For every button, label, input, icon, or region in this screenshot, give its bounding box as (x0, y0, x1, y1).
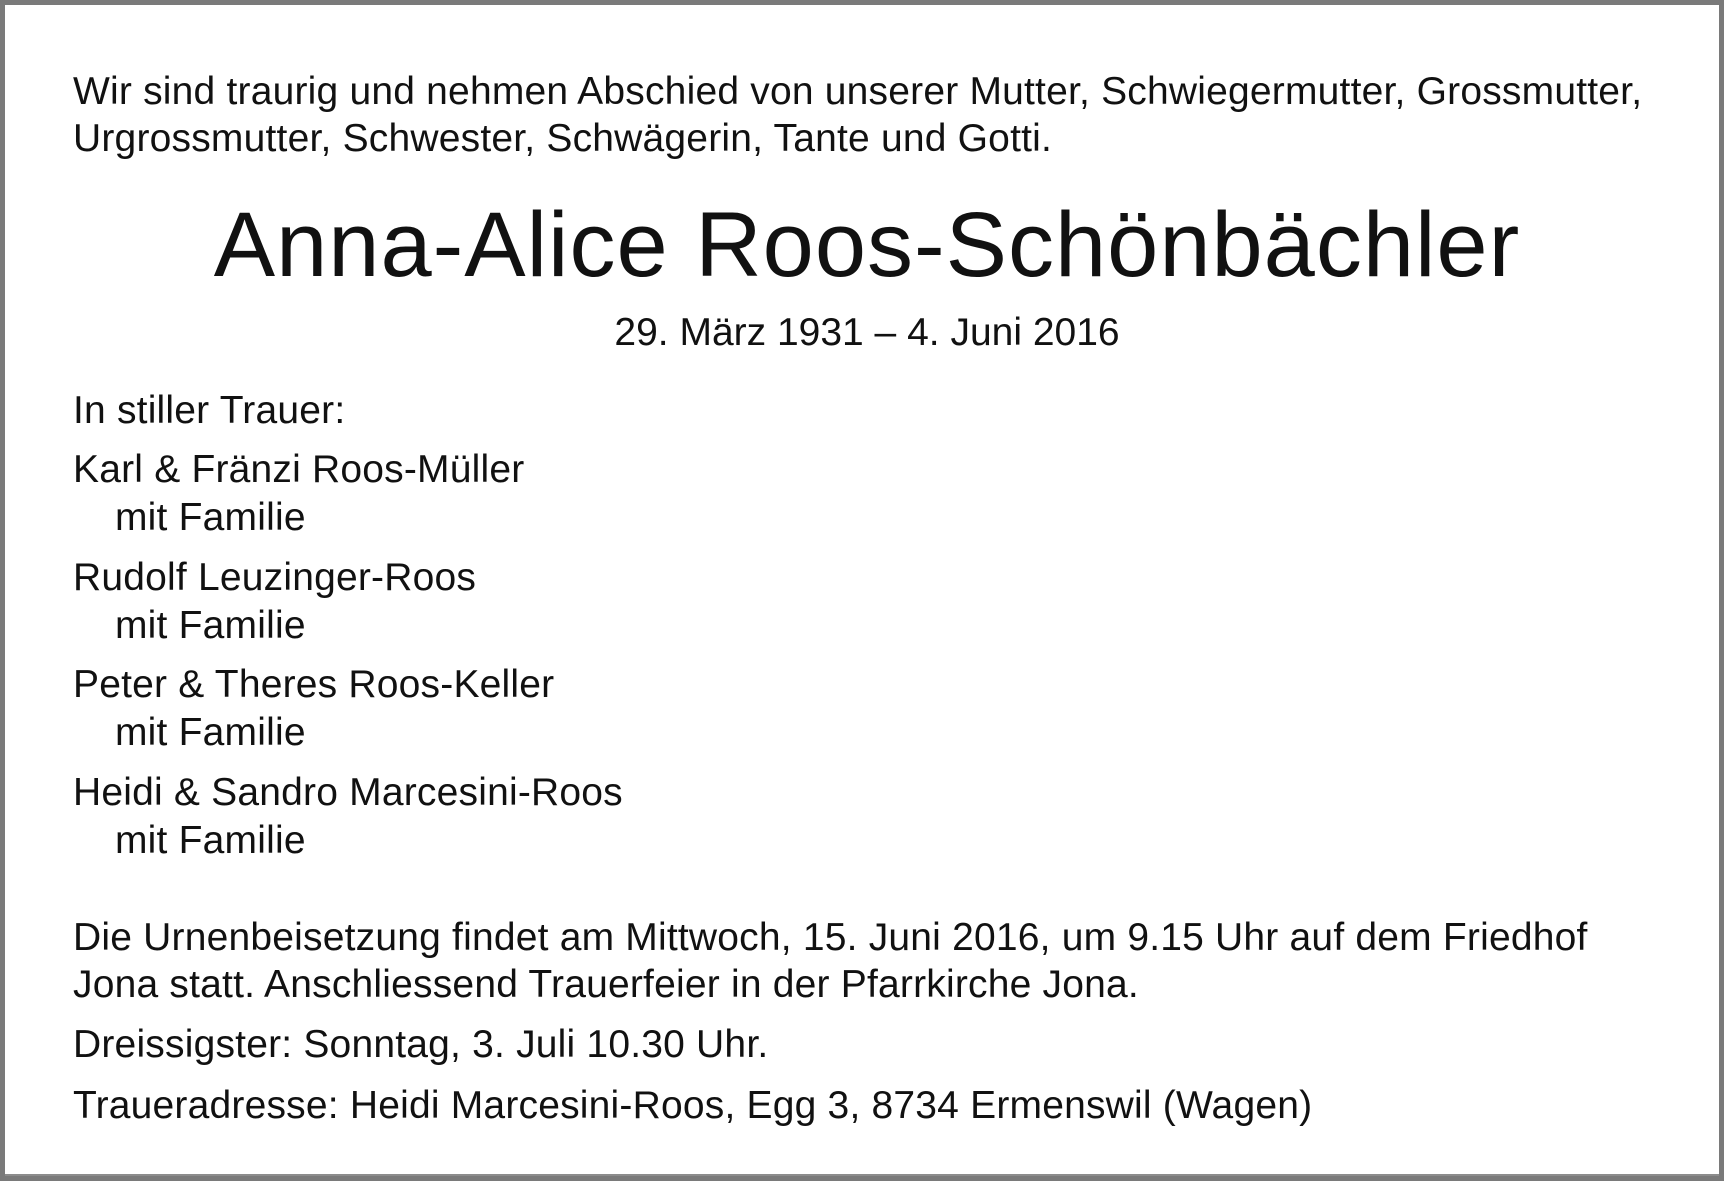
burial-info-line-2: Jona statt. Anschliessend Trauerfeier in der Pfarrkirche Jona. (73, 963, 1139, 1006)
mourner-note: mit Familie (115, 711, 306, 754)
mourner-name: Karl & Fränzi Roos-Müller (73, 448, 525, 491)
intro-line-2: Urgrossmutter, Schwester, Schwägerin, Tante und Gotti. (73, 117, 1053, 160)
deceased-name: Anna-Alice Roos-Schönbächler (213, 194, 1521, 296)
life-dates: 29. März 1931 – 4. Juni 2016 (614, 311, 1120, 354)
mourner-note: mit Familie (115, 819, 306, 862)
mourner-name: Heidi & Sandro Marcesini-Roos (73, 771, 623, 814)
mourners-heading: In stiller Trauer: (73, 389, 346, 432)
mourner-note: mit Familie (115, 604, 306, 647)
intro-line-1: Wir sind traurig und nehmen Abschied von unserer Mutter, Schwiegermutter, Grossmutter, (73, 70, 1643, 113)
mourning-address: Traueradresse: Heidi Marcesini-Roos, Egg 3, 8734 Ermenswil (Wagen) (73, 1084, 1313, 1127)
thirtieth-day-info: Dreissigster: Sonntag, 3. Juli 10.30 Uhr. (73, 1023, 769, 1066)
mourner-note: mit Familie (115, 496, 306, 539)
burial-info-line-1: Die Urnenbeisetzung findet am Mittwoch, 15. Juni 2016, um 9.15 Uhr auf dem Friedhof (73, 916, 1588, 959)
mourner-name: Peter & Theres Roos-Keller (73, 663, 555, 706)
mourner-name: Rudolf Leuzinger-Roos (73, 556, 477, 599)
